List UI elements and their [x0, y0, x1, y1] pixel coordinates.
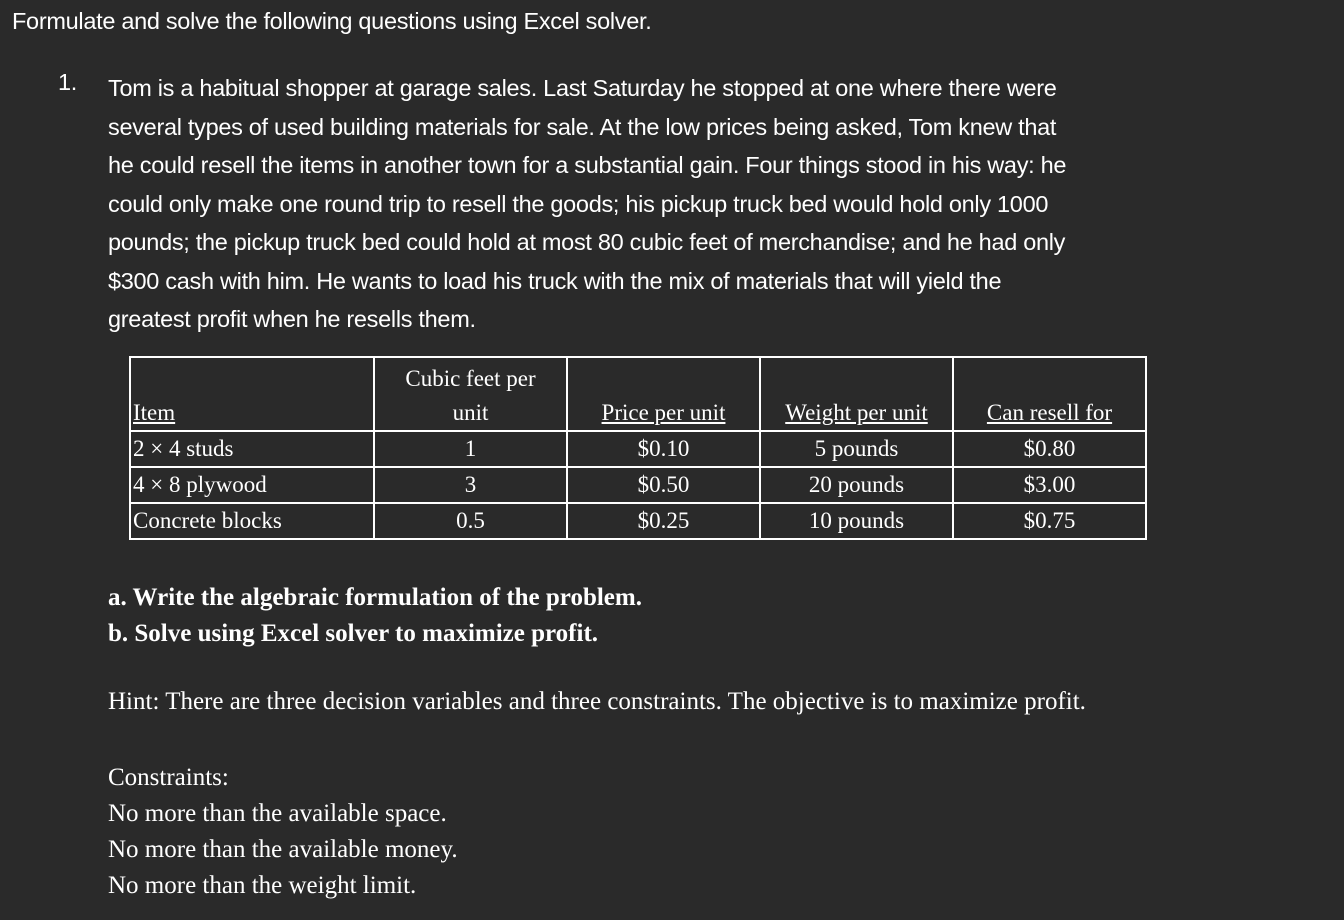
- constraint-item: No more than the weight limit.: [108, 872, 417, 899]
- header-cubic-feet: [374, 357, 567, 431]
- constraint-item: No more than the available money.: [108, 836, 458, 863]
- header-cubic-feet-label: Cubic feet per unit: [405, 366, 536, 425]
- header-resell: Can resell for: [953, 357, 1146, 431]
- cell-cubic-feet: 1: [374, 431, 567, 467]
- cell-item: 4 × 8 plywood: [130, 467, 374, 503]
- question-line: $300 cash with him. He wants to load his truck with the mix of materials that will yield the: [108, 267, 1002, 294]
- table-row: [130, 503, 1146, 539]
- question-line: Tom is a habitual shopper at garage sales. Last Saturday he stopped at one where there were: [108, 75, 1057, 101]
- question-line: could only make one round trip to resell the goods; his pickup truck bed would hold only 1000: [108, 190, 1049, 217]
- constraints: [108, 760, 458, 904]
- task-a: a. Write the algebraic formulation of the problem.: [108, 584, 642, 611]
- tasks: [108, 580, 642, 652]
- task-b: b. Solve using Excel solver to maximize profit.: [108, 620, 599, 647]
- question-text: [108, 69, 1066, 339]
- constraint-item: No more than the available space.: [108, 800, 447, 827]
- cell-cubic-feet: 3: [374, 467, 567, 503]
- cell-cubic-feet: 0.5: [374, 503, 567, 539]
- question-line: he could resell the items in another town for a substantial gain. Four things stood in his way: he: [108, 152, 1067, 178]
- cell-resell: $0.75: [953, 503, 1146, 539]
- cell-price: $0.25: [567, 503, 760, 539]
- hint-text: Hint: There are three decision variables and three constraints. The objective is to maximize profit.: [108, 688, 1086, 715]
- question-number: 1.: [58, 69, 77, 95]
- materials-table: [129, 356, 1147, 540]
- header-item: Item: [130, 357, 374, 431]
- header-weight: Weight per unit: [760, 357, 953, 431]
- table-row: [130, 467, 1146, 503]
- cell-item: 2 × 4 studs: [130, 431, 374, 467]
- instructions-heading: Formulate and solve the following questions using Excel solver.: [12, 8, 652, 34]
- question-line: greatest profit when he resells them.: [108, 306, 476, 332]
- question-line: pounds; the pickup truck bed could hold at most 80 cubic feet of merchandise; and he had only: [108, 229, 1066, 255]
- cell-weight: 10 pounds: [760, 503, 953, 539]
- constraints-title: Constraints:: [108, 764, 229, 791]
- table-row: [130, 431, 1146, 467]
- cell-resell: $0.80: [953, 431, 1146, 467]
- cell-resell: $3.00: [953, 467, 1146, 503]
- cell-item: Concrete blocks: [130, 503, 374, 539]
- cell-price: $0.50: [567, 467, 760, 503]
- question-line: several types of used building materials for sale. At the low prices being asked, Tom knew that: [108, 113, 1057, 140]
- cell-weight: 20 pounds: [760, 467, 953, 503]
- header-price: Price per unit: [567, 357, 760, 431]
- cell-weight: 5 pounds: [760, 431, 953, 467]
- cell-price: $0.10: [567, 431, 760, 467]
- table-header-row: [130, 357, 1146, 431]
